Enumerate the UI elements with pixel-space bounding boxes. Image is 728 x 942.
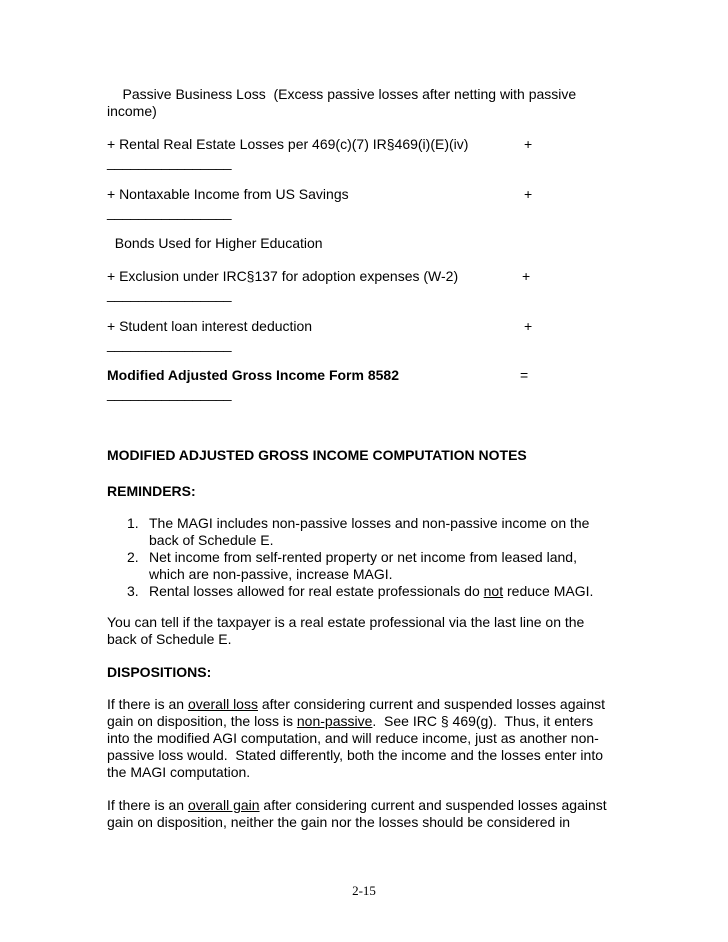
equals-operator: = <box>520 367 529 383</box>
list-number: 3. <box>127 583 139 599</box>
blank-rule: ________________ <box>107 385 232 401</box>
overall-gain-term: overall gain <box>187 797 260 813</box>
loss-paragraph-line <box>107 713 593 730</box>
reminders-heading: REMINDERS: <box>107 483 196 499</box>
list-item-text: Net income from self-rented property or net income from leased land, <box>149 549 577 565</box>
list-item <box>122 515 642 549</box>
text-fragment: gain on disposition, the loss is <box>107 713 297 729</box>
blank-rule: ________________ <box>107 204 232 220</box>
list-item-text: The MAGI includes non-passive losses and non-passive income on the <box>149 515 590 531</box>
text-fragment: after considering current and suspended losses against <box>257 696 606 712</box>
adoption-exclusion-label: + Exclusion under IRC§137 for adoption expenses (W-2) <box>107 268 459 284</box>
rental-losses-label: + Rental Real Estate Losses per 469(c)(7) IR§469(i)(E)(iv) <box>107 136 469 152</box>
loss-paragraph-line: into the modified AGI computation, and will reduce income, just as another non- <box>107 730 599 746</box>
professional-note-cont: back of Schedule E. <box>107 631 232 647</box>
notes-heading: MODIFIED ADJUSTED GROSS INCOME COMPUTATION NOTES <box>107 447 527 463</box>
text-fragment: If there is an <box>107 696 188 712</box>
blank-rule: ________________ <box>107 336 232 352</box>
list-item-text <box>149 583 642 600</box>
page-number: 2-15 <box>352 883 376 898</box>
student-loan-label: + Student loan interest deduction <box>107 318 313 334</box>
plus-operator: + <box>524 136 533 152</box>
list-item-text: back of Schedule E. <box>149 532 274 548</box>
emphasis-not: not <box>483 583 504 599</box>
list-number: 1. <box>127 515 139 531</box>
text-fragment: If there is an <box>107 797 188 813</box>
professional-note: You can tell if the taxpayer is a real estate professional via the last line on the <box>107 614 585 630</box>
list-item-text: which are non-passive, increase MAGI. <box>149 566 393 582</box>
blank-rule: ________________ <box>107 154 232 170</box>
plus-operator: + <box>522 268 531 284</box>
text-fragment: reduce MAGI. <box>503 583 594 599</box>
list-number: 2. <box>127 549 139 565</box>
dispositions-heading: DISPOSITIONS: <box>107 664 212 680</box>
plus-operator: + <box>524 318 533 334</box>
gain-paragraph-line: gain on disposition, neither the gain nor the losses should be considered in <box>107 814 571 830</box>
savings-income-label: + Nontaxable Income from US Savings <box>107 186 349 202</box>
text-fragment: after considering current and suspended losses against <box>259 797 607 813</box>
passive-loss-line: Passive Business Loss (Excess passive losses after netting with passive <box>107 86 577 102</box>
list-item <box>122 583 642 600</box>
loss-paragraph-line: the MAGI computation. <box>107 764 251 780</box>
reminders-list <box>122 515 642 600</box>
list-item <box>122 549 642 583</box>
gain-paragraph-line <box>107 797 607 814</box>
non-passive-term: non-passive <box>296 713 373 729</box>
magi-total-label: Modified Adjusted Gross Income Form 8582 <box>107 367 399 383</box>
loss-paragraph-line: passive loss would. Stated differently, both the income and the losses enter into <box>107 747 603 763</box>
text-fragment: Rental losses allowed for real estate professionals do <box>149 583 484 599</box>
passive-loss-line-cont: income) <box>107 103 157 119</box>
plus-operator: + <box>524 186 533 202</box>
overall-loss-term: overall loss <box>187 696 258 712</box>
blank-rule: ________________ <box>107 286 232 302</box>
loss-paragraph-line <box>107 696 605 713</box>
text-fragment: . See IRC § 469(g). Thus, it enters <box>372 713 594 729</box>
bonds-line: Bonds Used for Higher Education <box>107 235 323 251</box>
